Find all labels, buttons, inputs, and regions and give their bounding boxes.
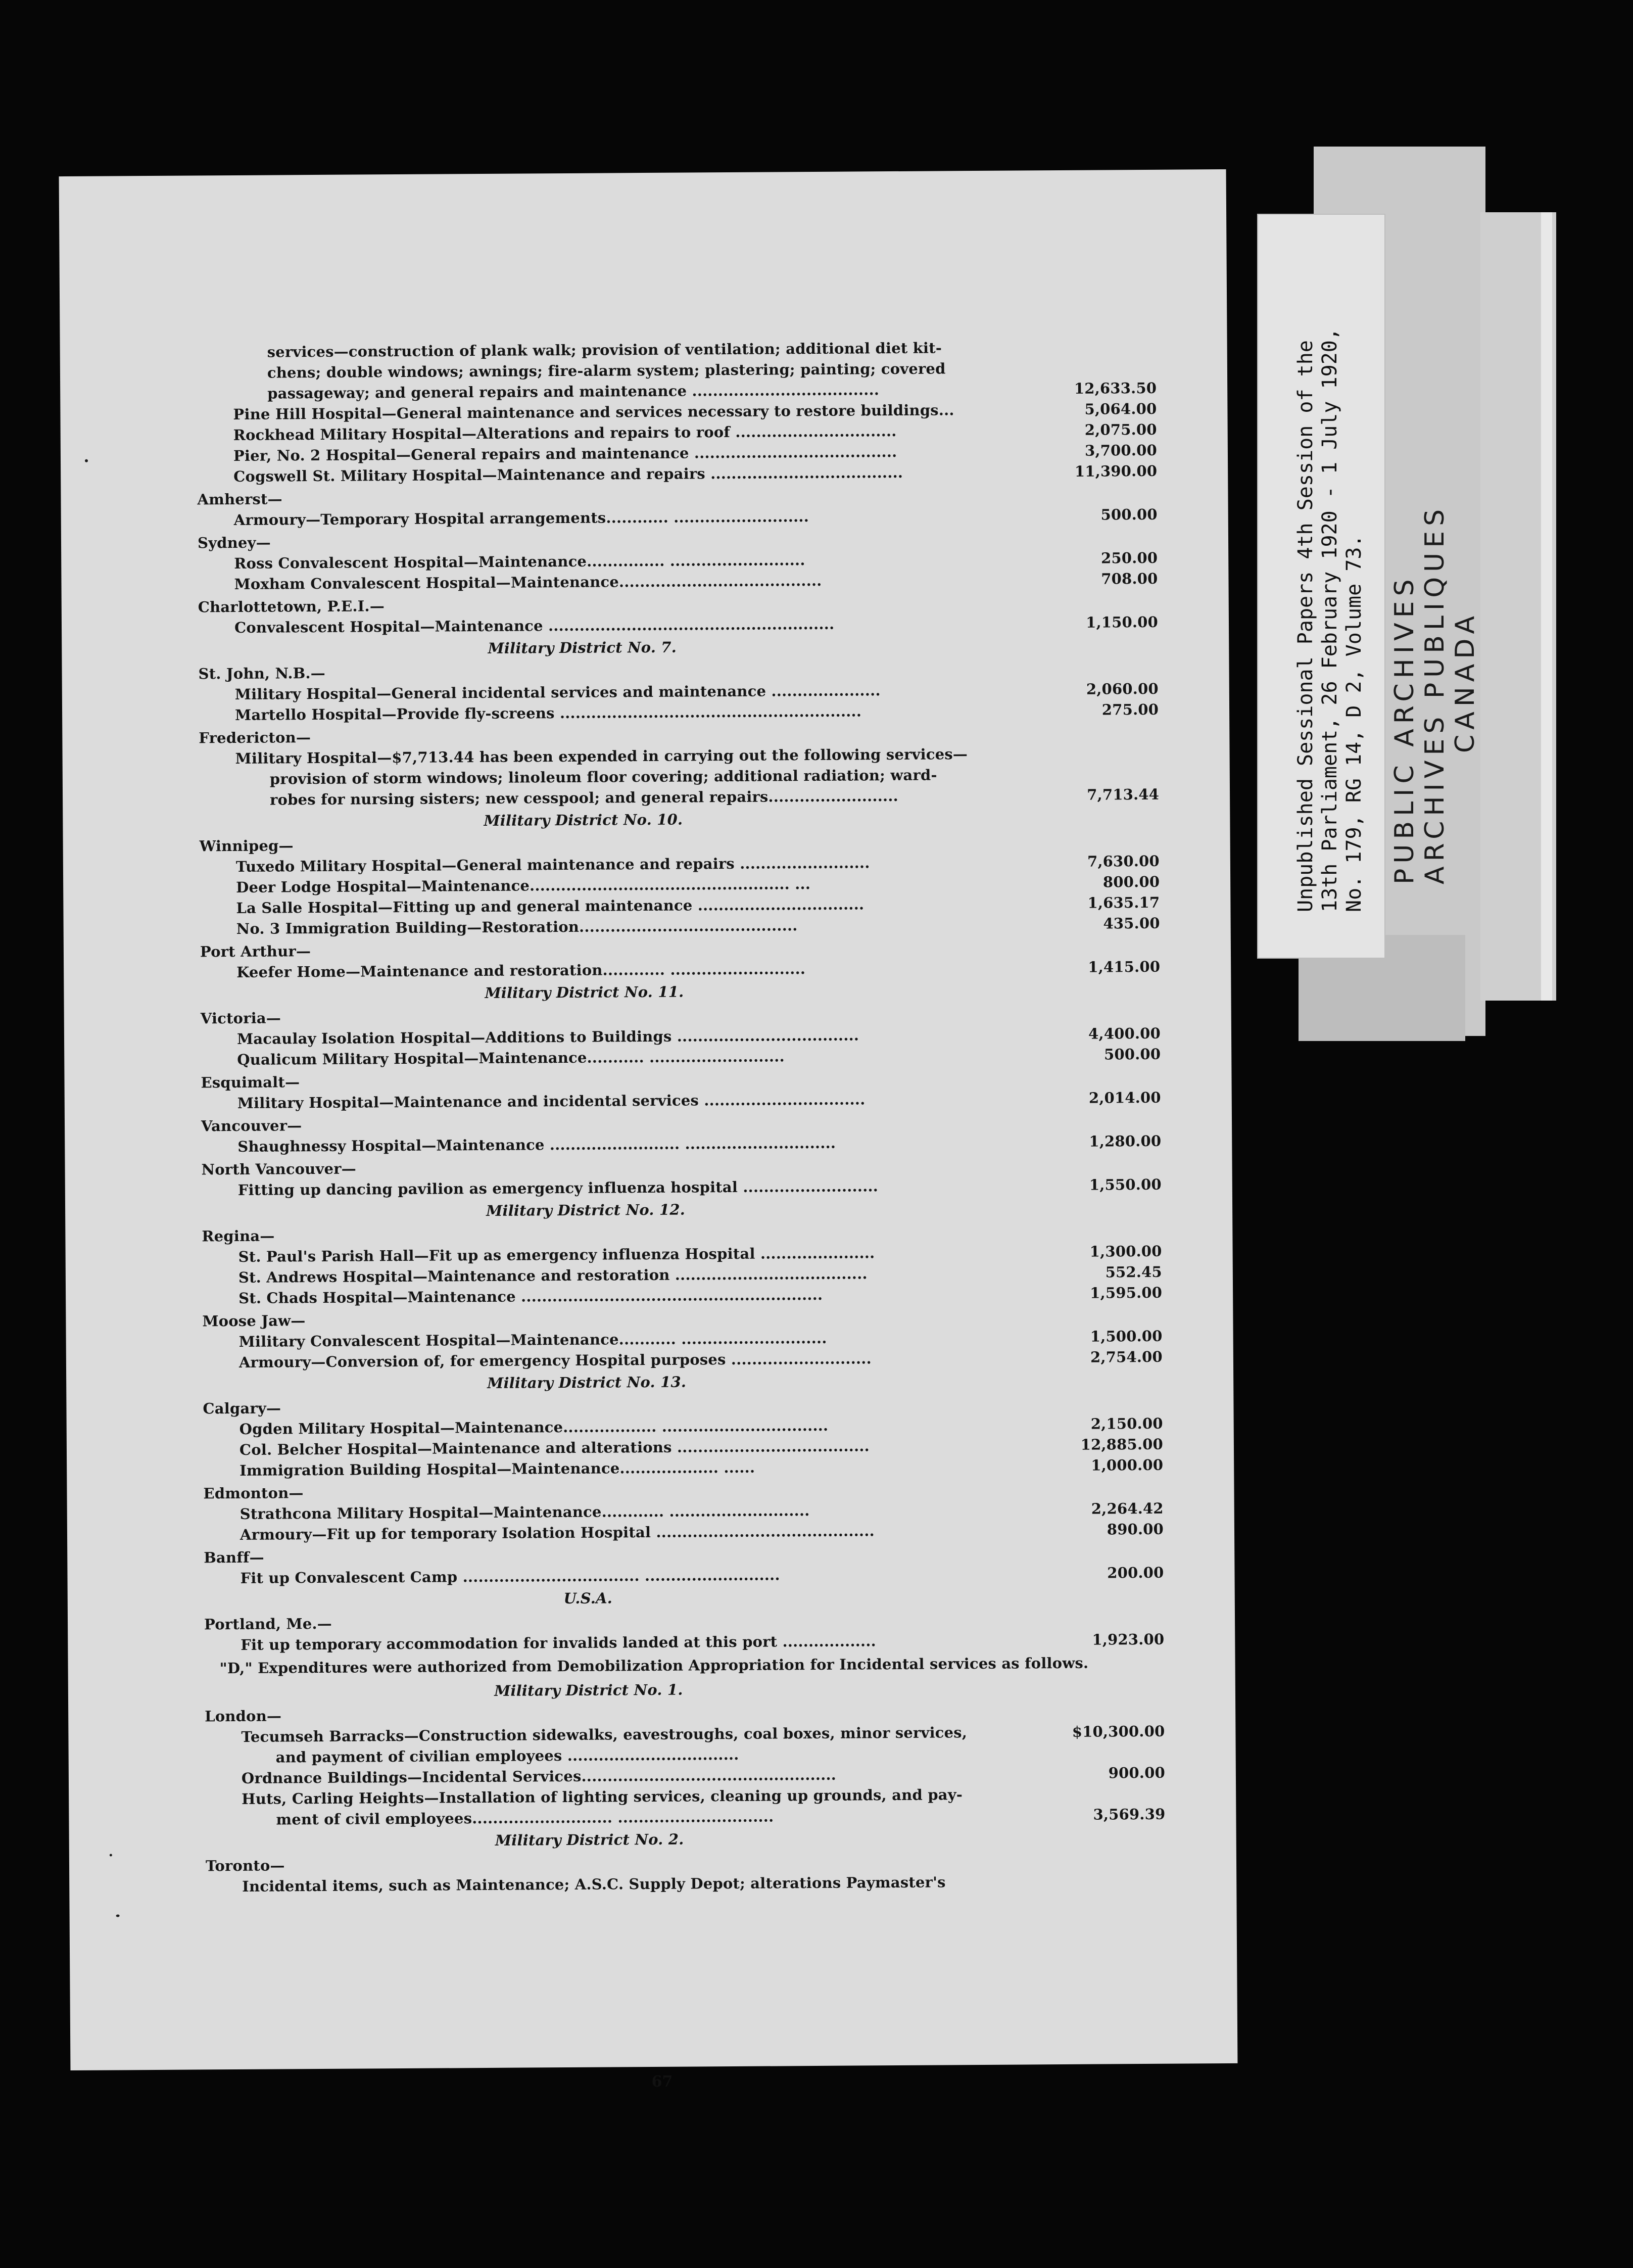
item-description: Ogden Military Hospital—Maintenance.................. ................................ xyxy=(239,1416,829,1438)
place-name: Port Arthur— xyxy=(200,942,311,961)
item-description: robes for nursing sisters; new cesspool; and general repairs......................... xyxy=(270,787,898,809)
item-amount: 1,415.00 xyxy=(1088,958,1161,976)
item-description: Military Hospital—$7,713.44 has been expended in carrying out the following services— xyxy=(235,745,968,767)
item-amount: 708.00 xyxy=(1101,570,1158,588)
item-amount: 11,390.00 xyxy=(1074,462,1158,480)
item-description: La Salle Hospital—Fitting up and general maintenance ................................ xyxy=(236,895,864,917)
item-description: Pier, No. 2 Hospital—General repairs and maintenance ....................................... xyxy=(233,443,897,464)
item-amount: 3,700.00 xyxy=(1084,441,1158,459)
item-amount: $10,300.00 xyxy=(1072,1722,1165,1740)
district-heading: Military District No. 7. xyxy=(488,638,677,657)
item-description: Ordnance Buildings—Incidental Services................................................. xyxy=(241,1766,837,1787)
archive-reference-card xyxy=(1258,215,1384,958)
archive-card-line-2: 13th Parliament, 26 February 1920 - 1 July 1920, xyxy=(1318,328,1341,912)
item-description: Tecumseh Barracks—Construction sidewalks, eavestroughs, coal boxes, minor services, xyxy=(241,1724,968,1745)
place-name: St. John, N.B.— xyxy=(198,664,326,683)
stamp-sheet-strip xyxy=(1541,212,1552,1001)
district-heading: Military District No. 2. xyxy=(495,1830,684,1849)
item-description: St. Paul's Parish Hall—Fit up as emergency influenza Hospital ...................... xyxy=(238,1244,875,1265)
stamp-line-1: PUBLIC ARCHIVES xyxy=(1389,574,1420,884)
item-amount: 1,300.00 xyxy=(1089,1242,1162,1260)
place-name: Charlottetown, P.E.I.— xyxy=(198,597,385,616)
item-description: St. Andrews Hospital—Maintenance and restoration ..................................... xyxy=(238,1265,868,1286)
item-amount: 890.00 xyxy=(1107,1520,1164,1538)
place-name: Toronto— xyxy=(205,1857,285,1875)
authorization-notice: "D," Expenditures were authorized from Demobilization Appropriation for Incidental services as follows. xyxy=(219,1654,1089,1677)
expenditure-list xyxy=(197,337,1166,1898)
item-amount: 1,000.00 xyxy=(1091,1456,1164,1474)
item-description: Qualicum Military Hospital—Maintenance........... .......................... xyxy=(237,1048,785,1068)
district-heading: Military District No. 13. xyxy=(487,1373,687,1392)
item-description: Convalescent Hospital—Maintenance ....................................................... xyxy=(234,615,835,636)
item-amount: 200.00 xyxy=(1107,1564,1164,1582)
item-description: Fit up temporary accommodation for invalids landed at this port .................. xyxy=(241,1632,876,1653)
item-amount: 2,754.00 xyxy=(1090,1348,1163,1366)
place-name: Victoria— xyxy=(200,1009,281,1027)
item-amount: 1,635.17 xyxy=(1087,893,1160,912)
place-name: Portland, Me.— xyxy=(204,1615,332,1633)
district-heading: Military District No. 1. xyxy=(494,1681,683,1699)
item-amount: 2,060.00 xyxy=(1086,680,1159,698)
item-description: No. 3 Immigration Building—Restoration.......................................... xyxy=(236,917,798,937)
item-description: and payment of civilian employees ................................. xyxy=(275,1745,739,1766)
item-description: Armoury—Fit up for temporary Isolation Hospital .......................................... xyxy=(239,1522,875,1543)
place-name: North Vancouver— xyxy=(201,1160,356,1178)
archive-card-line-1: Unpublished Sessional Papers 4th Session of the xyxy=(1294,340,1317,912)
item-description: Military Convalescent Hospital—Maintenance........... ............................ xyxy=(238,1329,827,1350)
place-name: Moose Jaw— xyxy=(202,1312,306,1330)
item-description: Moxham Convalescent Hospital—Maintenance....................................... xyxy=(234,572,822,593)
place-name: Calgary— xyxy=(203,1399,281,1418)
item-amount: 900.00 xyxy=(1108,1764,1166,1782)
item-amount: 7,630.00 xyxy=(1087,852,1160,870)
district-heading: Military District No. 12. xyxy=(486,1201,686,1219)
item-description: passageway; and general repairs and maintenance .................................... xyxy=(267,381,880,402)
margin-speck xyxy=(85,459,88,462)
place-name: Banff— xyxy=(204,1548,264,1567)
item-amount: 12,885.00 xyxy=(1080,1435,1164,1453)
district-heading: Military District No. 11. xyxy=(485,983,684,1002)
place-name: Vancouver— xyxy=(201,1117,302,1135)
item-description: Keefer Home—Maintenance and restoration............ .......................... xyxy=(236,960,806,981)
item-amount: 250.00 xyxy=(1100,549,1158,567)
item-amount: 1,923.00 xyxy=(1092,1630,1165,1648)
margin-speck xyxy=(110,1854,112,1857)
item-amount: 1,550.00 xyxy=(1089,1175,1162,1194)
place-name: London— xyxy=(205,1707,282,1725)
item-amount: 4,400.00 xyxy=(1088,1024,1161,1043)
place-name: Edmonton— xyxy=(203,1484,304,1502)
item-amount: 2,264.42 xyxy=(1091,1499,1164,1518)
item-description: Cogswell St. Military Hospital—Maintenance and repairs ..................................... xyxy=(233,463,903,485)
item-amount: 1,150.00 xyxy=(1086,613,1159,631)
archive-card-text xyxy=(1293,328,1366,912)
place-name: Fredericton— xyxy=(199,729,311,747)
stamp-line-2: ARCHIVES PUBLIQUES xyxy=(1420,504,1450,884)
item-description: Macaulay Isolation Hospital—Additions to Buildings ................................... xyxy=(236,1026,859,1048)
district-heading: U.S.A. xyxy=(563,1589,613,1608)
item-amount: 12,633.50 xyxy=(1074,379,1157,397)
item-description: Deer Lodge Hospital—Maintenance.................................................. ... xyxy=(236,875,811,896)
item-amount: 1,500.00 xyxy=(1090,1327,1163,1345)
place-name: Sydney— xyxy=(197,534,271,552)
margin-speck xyxy=(116,1914,120,1917)
place-name: Amherst— xyxy=(197,490,282,508)
item-description: Fitting up dancing pavilion as emergency influenza hospital .......................... xyxy=(237,1177,879,1199)
archive-card-line-3: No. 179, RG 14, D 2, Volume 73. xyxy=(1342,535,1366,912)
item-description: Martello Hospital—Provide fly-screens .......................................................... xyxy=(234,702,862,724)
item-description: Armoury—Temporary Hospital arrangements............ .......................... xyxy=(233,508,809,529)
item-description: provision of storm windows; linoleum floor covering; additional radiation; ward- xyxy=(269,766,937,788)
item-amount: 275.00 xyxy=(1101,700,1159,719)
district-heading: Military District No. 10. xyxy=(484,811,683,829)
item-description: Pine Hill Hospital—General maintenance and services necessary to restore buildings... xyxy=(233,401,954,423)
item-description: Fit up Convalescent Camp .................................. .......................... xyxy=(240,1566,780,1587)
item-amount: 500.00 xyxy=(1100,505,1158,524)
item-amount: 2,014.00 xyxy=(1088,1089,1161,1107)
item-amount: 5,064.00 xyxy=(1084,400,1157,418)
item-description: Col. Belcher Hospital—Maintenance and alterations ..................................... xyxy=(239,1437,870,1458)
place-name: Winnipeg— xyxy=(199,837,294,855)
item-description: Tuxedo Military Hospital—General maintenance and repairs ......................... xyxy=(235,854,870,875)
item-amount: 7,713.44 xyxy=(1087,785,1160,804)
item-description: Strathcona Military Hospital—Maintenance............ ........................... xyxy=(239,1502,810,1523)
item-description: ment of civil employees........................... .............................. xyxy=(276,1808,774,1828)
item-amount: 1,280.00 xyxy=(1089,1132,1162,1150)
item-description: Armoury—Conversion of, for emergency Hospital purposes ........................... xyxy=(238,1350,872,1371)
item-description: Military Hospital—General incidental services and maintenance ..................... xyxy=(234,682,881,703)
document-page xyxy=(59,169,1238,2091)
item-description: Incidental items, such as Maintenance; A.S.C. Supply Depot; alterations Paymaster's xyxy=(242,1873,946,1895)
stamp-line-3: CANADA xyxy=(1450,610,1480,753)
item-description: Huts, Carling Heights—Installation of lighting services, cleaning up grounds, and pay- xyxy=(242,1786,963,1808)
item-description: chens; double windows; awnings; fire-alarm system; plastering; painting; covered xyxy=(267,360,946,382)
item-description: Rockhead Military Hospital—Alterations and repairs to roof ............................... xyxy=(233,422,897,444)
item-description: St. Chads Hospital—Maintenance .......................................................... xyxy=(238,1286,823,1307)
item-description: Military Hospital—Maintenance and incidental services ............................... xyxy=(237,1091,866,1112)
place-name: Esquimalt— xyxy=(201,1073,300,1092)
item-amount: 2,150.00 xyxy=(1090,1414,1163,1433)
item-amount: 1,595.00 xyxy=(1090,1284,1163,1302)
item-description: Shaughnessy Hospital—Maintenance ......................... ............................. xyxy=(237,1134,836,1155)
item-amount: 3,569.39 xyxy=(1093,1805,1166,1823)
item-description: Immigration Building Hospital—Maintenance................... ...... xyxy=(239,1458,755,1479)
item-amount: 2,075.00 xyxy=(1084,420,1157,439)
item-amount: 435.00 xyxy=(1103,914,1160,932)
item-amount: 800.00 xyxy=(1102,873,1160,891)
page-number: 67 xyxy=(651,2072,673,2091)
stamp-text xyxy=(1389,504,1480,884)
item-amount: 552.45 xyxy=(1105,1263,1162,1281)
item-description: services—construction of plank walk; provision of ventilation; additional diet kit- xyxy=(267,339,942,361)
item-description: Ross Convalescent Hospital—Maintenance............... .......................... xyxy=(234,551,805,572)
place-name: Regina— xyxy=(202,1227,275,1245)
item-amount: 500.00 xyxy=(1103,1045,1161,1063)
